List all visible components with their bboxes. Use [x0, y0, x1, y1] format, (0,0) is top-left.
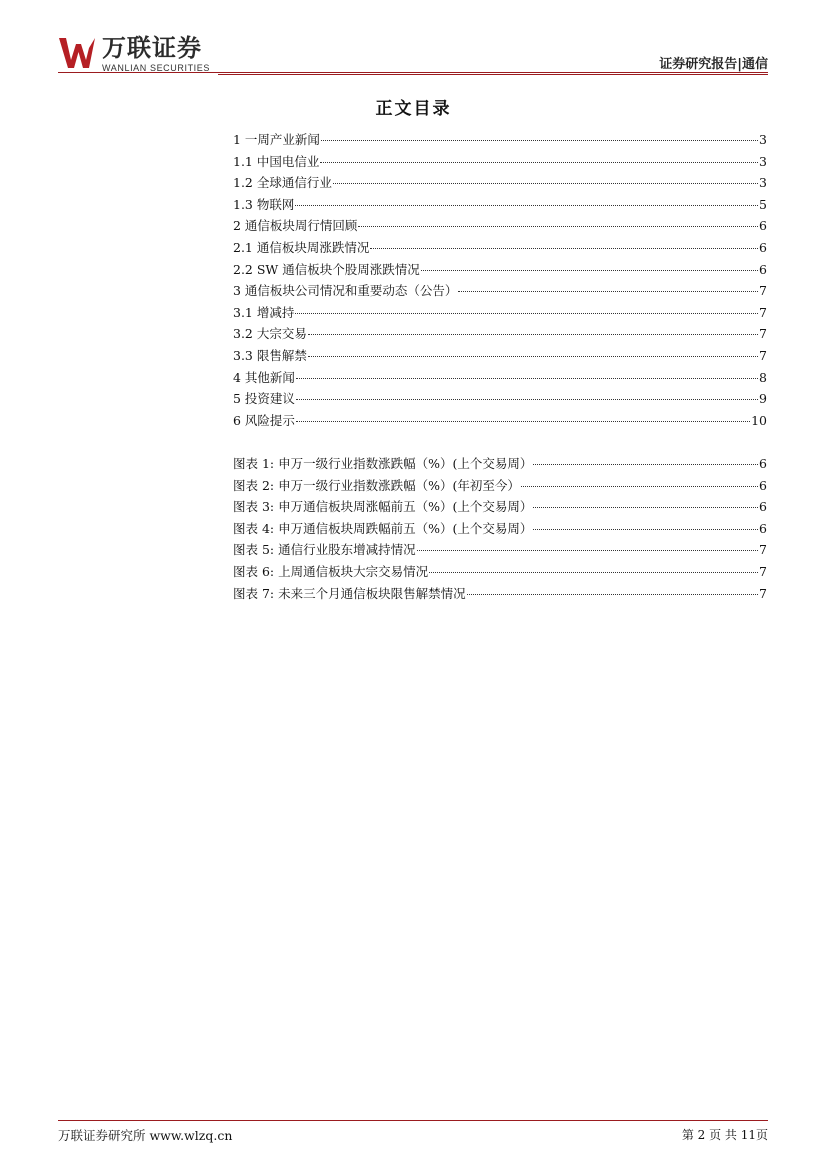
- toc-entry-label: 1.2 全球通信行业: [233, 175, 332, 191]
- figure-entry-page-number: 7: [759, 542, 767, 558]
- figure-entry-label: 图表 3: 申万通信板块周涨幅前五（%）(上个交易周）: [233, 499, 533, 515]
- figure-entry-page-number: 6: [759, 520, 767, 536]
- figure-entry[interactable]: [233, 518, 767, 540]
- toc-entry[interactable]: [233, 172, 767, 194]
- toc-entry-label: 4 其他新闻: [233, 369, 295, 385]
- dot-leader: [533, 507, 758, 508]
- toc-entry-label: 3 通信板块公司情况和重要动态（公告）: [233, 283, 458, 299]
- toc-entry-page-number: 3: [759, 175, 767, 191]
- figure-entry[interactable]: [233, 561, 767, 583]
- toc-entry-page-number: 8: [759, 369, 767, 385]
- dot-leader: [467, 594, 758, 595]
- page-title: 正文目录: [375, 99, 452, 119]
- wanlian-logo-icon: [58, 36, 96, 70]
- page-header: [0, 0, 827, 80]
- toc-entry-label: 2.1 通信板块周涨跌情况: [233, 239, 370, 255]
- figure-entry-page-number: 7: [759, 563, 767, 579]
- toc-entry-page-number: 10: [751, 412, 767, 428]
- logo-english-name: WANLIAN SECURITIES: [102, 63, 210, 73]
- figure-entry-label: 图表 5: 通信行业股东增减持情况: [233, 542, 416, 558]
- figure-entry-label: 图表 1: 申万一级行业指数涨跌幅（%）(上个交易周）: [233, 456, 533, 471]
- toc-entry-label: 1.1 中国电信业: [233, 153, 320, 169]
- footer-source: 万联证券研究所 www.wlzq.cn: [58, 1128, 233, 1143]
- toc-entry-label: 3.2 大宗交易: [233, 326, 307, 342]
- dot-leader: [320, 162, 758, 163]
- toc-entry-page-number: 7: [759, 347, 767, 363]
- toc-entry[interactable]: [233, 194, 767, 216]
- dot-leader: [321, 140, 758, 141]
- toc-entry[interactable]: [233, 280, 767, 302]
- toc-entry-page-number: 9: [759, 391, 767, 407]
- figure-entry-page-number: 6: [759, 477, 767, 493]
- toc-entry[interactable]: [233, 237, 767, 259]
- dot-leader: [308, 356, 758, 357]
- toc-entry-label: 1.3 物联网: [233, 196, 295, 212]
- dot-leader: [296, 378, 758, 379]
- toc-entry-page-number: 5: [759, 196, 767, 212]
- toc-entry-label: 1 一周产业新闻: [233, 132, 320, 147]
- dot-leader: [295, 205, 758, 206]
- header-divider-thin: [218, 74, 768, 75]
- logo-chinese-name: 万联证券: [102, 34, 202, 62]
- dot-leader: [370, 248, 758, 249]
- dot-leader: [521, 486, 758, 487]
- toc-entry-page-number: 6: [759, 239, 767, 255]
- dot-leader: [296, 399, 758, 400]
- dot-leader: [308, 334, 758, 335]
- toc-entry[interactable]: [233, 259, 767, 281]
- toc-entry[interactable]: [233, 345, 767, 367]
- toc-entry[interactable]: [233, 410, 767, 432]
- toc-entry-label: 2.2 SW 通信板块个股周涨跌情况: [233, 261, 420, 277]
- toc-entry[interactable]: [233, 215, 767, 237]
- dot-leader: [358, 226, 758, 227]
- footer-divider: [58, 1120, 768, 1121]
- toc-entry[interactable]: [233, 323, 767, 345]
- dot-leader: [333, 183, 758, 184]
- figure-entry-label: 图表 7: 未来三个月通信板块限售解禁情况: [233, 585, 466, 601]
- figure-entry[interactable]: [233, 583, 767, 605]
- figure-entry[interactable]: [233, 496, 767, 518]
- toc-entry-page-number: 6: [759, 261, 767, 277]
- toc-entry-label: 3.1 增减持: [233, 304, 295, 320]
- figure-list: [233, 453, 767, 604]
- toc-entry-page-number: 3: [759, 132, 767, 147]
- toc-entry[interactable]: [233, 302, 767, 324]
- toc-entry-label: 6 风险提示: [233, 412, 295, 428]
- toc-entry-label: 5 投资建议: [233, 391, 295, 407]
- toc-entry[interactable]: [233, 151, 767, 173]
- toc-entry-page-number: 6: [759, 218, 767, 234]
- report-type-label: 证券研究报告|通信: [659, 57, 768, 72]
- toc-entry-page-number: 3: [759, 153, 767, 169]
- figure-entry[interactable]: [233, 475, 767, 497]
- table-of-contents: [233, 129, 767, 431]
- toc-entry-page-number: 7: [759, 326, 767, 342]
- figure-entry[interactable]: [233, 453, 767, 475]
- dot-leader: [533, 464, 758, 465]
- dot-leader: [429, 572, 758, 573]
- figure-entry-label: 图表 4: 申万通信板块周跌幅前五（%）(上个交易周）: [233, 520, 533, 536]
- toc-entry-page-number: 7: [759, 304, 767, 320]
- toc-entry-label: 2 通信板块周行情回顾: [233, 218, 358, 234]
- page-number: 第 2 页 共 11页: [681, 1128, 768, 1142]
- figure-entry-page-number: 7: [759, 585, 767, 601]
- toc-entry[interactable]: [233, 367, 767, 389]
- figure-entry-label: 图表 6: 上周通信板块大宗交易情况: [233, 563, 429, 579]
- figure-entry-page-number: 6: [759, 499, 767, 515]
- dot-leader: [421, 270, 758, 271]
- figure-entry[interactable]: [233, 539, 767, 561]
- toc-entry-page-number: 7: [759, 283, 767, 299]
- toc-entry[interactable]: [233, 388, 767, 410]
- toc-entry-label: 3.3 限售解禁: [233, 347, 307, 363]
- dot-leader: [458, 291, 758, 292]
- toc-entry[interactable]: [233, 129, 767, 151]
- figure-entry-page-number: 6: [759, 456, 767, 471]
- figure-entry-label: 图表 2: 申万一级行业指数涨跌幅（%）(年初至今）: [233, 477, 520, 493]
- dot-leader: [296, 421, 750, 422]
- company-logo: [58, 36, 210, 72]
- dot-leader: [417, 550, 758, 551]
- header-divider: [58, 72, 768, 73]
- dot-leader: [533, 529, 758, 530]
- dot-leader: [295, 313, 758, 314]
